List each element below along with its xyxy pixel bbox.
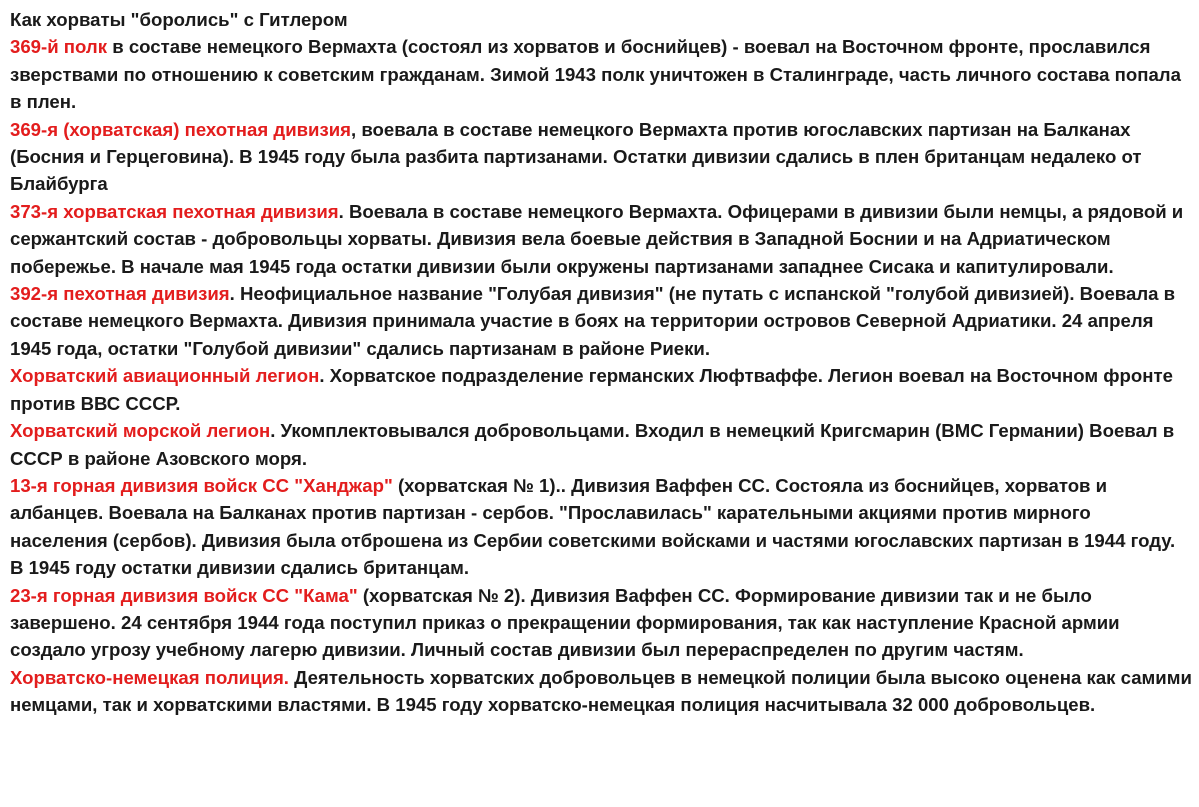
entry-text: . Хорватское подразделение германских Люфтваффе. Легион воевал на Восточном фронте против ВВС СССР.	[10, 365, 1173, 414]
entry-369-regiment	[10, 33, 1193, 115]
entry-text: (хорватская № 2). Дивизия Ваффен СС. Формирование дивизии так и не было завершено. 24 сентября 1944 года поступил приказ о прекращении формирования, так как наступление Красной армии создало угрозу учебному лагерю дивизии. Личный состав дивизии был перераспределен по другим частям.	[10, 584, 1120, 661]
entry-23-ss-kama	[10, 582, 1193, 664]
entry-term: Хорватский морской легион	[10, 420, 271, 442]
entry-term: Хорватско-немецкая полиция.	[10, 666, 289, 688]
entry-373-infantry-division	[10, 198, 1193, 280]
entry-text: . Воевала в составе немецкого Вермахта. Офицерами в дивизии были немцы, а рядовой и сержантский состав - добровольцы хорваты. Дивизия вела боевые действия в Западной Боснии и на Адриатическом побережье. В начале мая 1945 года остатки дивизии были окружены партизанами западнее Сисака и капитулировали.	[10, 200, 1184, 277]
entry-text: . Укомплектовывался добровольцами. Входил в немецкий Кригсмарин (ВМС Германии) Воевал в СССР в районе Азовского моря.	[10, 420, 1175, 469]
entry-air-legion	[10, 362, 1193, 417]
entry-13-ss-handschar	[10, 472, 1193, 582]
entry-text: в составе немецкого Вермахта (состоял из хорватов и боснийцев) - воевал на Восточном фронте, прославился зверствами по отношению к советским гражданам. Зимой 1943 полк уничтожен в Сталинграде, часть личного состава попала в плен.	[10, 36, 1181, 113]
entry-text: Деятельность хорватских добровольцев в немецкой полиции была высоко оценена как самими немцами, так и хорватскими властями. В 1945 году хорватско-немецкая полиция насчитывала 32 000 добровольцев.	[10, 666, 1192, 716]
entry-term: 373-я хорватская пехотная дивизия	[10, 200, 339, 222]
entry-text: , воевала в составе немецкого Вермахта против югославских партизан на Балканах (Босния и Герцеговина). В 1945 году была разбита партизанами. Остатки дивизии сдались в плен британцам недалеко от Блайбурга	[10, 118, 1142, 195]
entry-term: Хорватский авиационный легион	[10, 365, 320, 387]
entry-croatian-german-police	[10, 664, 1193, 719]
entry-term: 369-й полк	[10, 36, 108, 58]
entry-text: . Неофициальное название "Голубая дивизия" (не путать с испанской "голубой дивизией). Воевала в составе немецкого Вермахта. Дивизия принимала участие в боях на территории островов Северной Адриатики. 24 апреля 1945 года, остатки "Голубой дивизии" сдались партизанам в районе Риеки.	[10, 283, 1176, 359]
entry-369-infantry-division	[10, 116, 1193, 198]
entry-term: 369-я (хорватская) пехотная дивизия	[10, 118, 352, 140]
entry-term: 23-я горная дивизия войск СС "Кама"	[10, 584, 358, 606]
entry-text: (хорватская № 1).. Дивизия Ваффен СС. Состояла из боснийцев, хорватов и албанцев. Воевала на Балканах против партизан - сербов. "Прославилась" карательными акциями против мирного населения (сербов). Дивизия была отброшена из Сербии советскими войсками и частями югославских партизан в 1944 году. В 1945 году остатки дивизии сдались британцам.	[10, 474, 1176, 579]
document-title: Как хорваты "боролись" с Гитлером	[10, 9, 348, 30]
entry-392-infantry-division	[10, 280, 1193, 362]
entry-naval-legion	[10, 417, 1193, 472]
entry-term: 13-я горная дивизия войск СС "Ханджар"	[10, 474, 393, 496]
entry-term: 392-я пехотная дивизия	[10, 283, 230, 305]
